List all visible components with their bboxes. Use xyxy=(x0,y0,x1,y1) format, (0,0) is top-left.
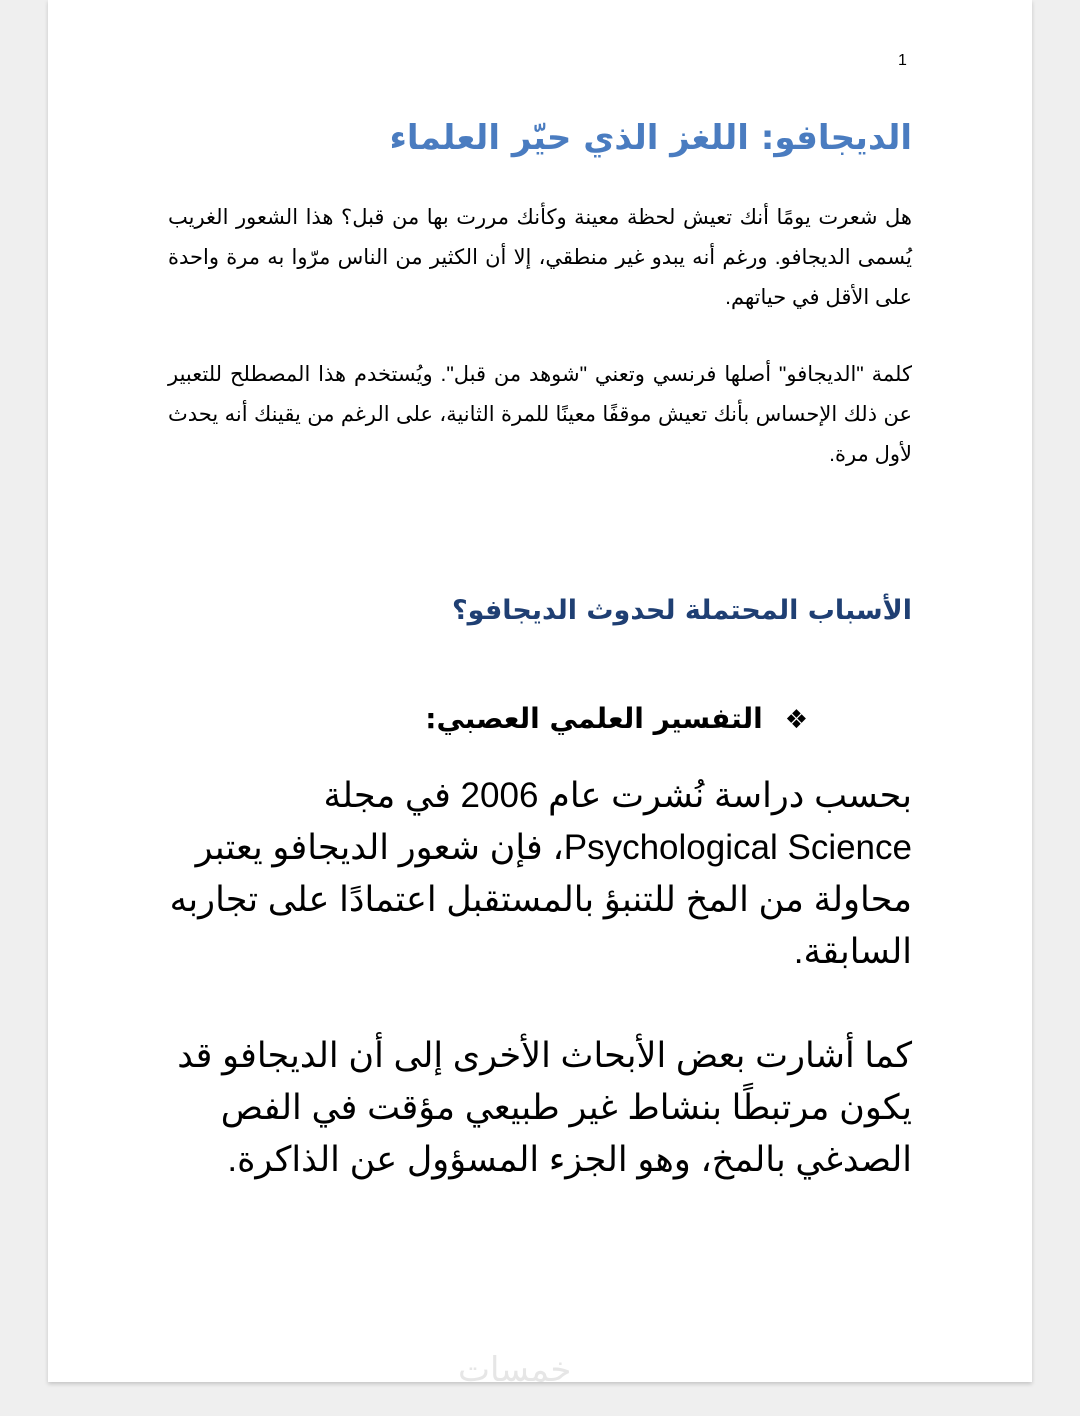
document-page xyxy=(48,0,1032,1382)
study-paragraph xyxy=(168,770,912,978)
section-heading: الأسباب المحتملة لحدوث الديجافو؟ xyxy=(452,595,912,626)
diamond-bullet-icon: ❖ xyxy=(784,705,808,735)
bullet-heading-label: التفسير العلمي العصبي: xyxy=(425,702,763,735)
journal-name: Psychological Science xyxy=(563,828,912,867)
bullet-heading xyxy=(168,696,808,743)
definition-paragraph: كلمة "الديجافو" أصلها فرنسي وتعني "شوهد من قبل". ويُستخدم هذا المصطلح للتعبير عن ذلك الإحساس بأنك تعيش موقفًا معينًا للمرة الثانية، على الرغم من يقينك أنه يحدث لأول مرة. xyxy=(168,363,912,466)
study-text-after: ، فإن شعور الديجافو يعتبر محاولة من المخ للتنبؤ بالمستقبل اعتمادًا على تجاربه السابقة. xyxy=(169,828,912,971)
intro-paragraph: هل شعرت يومًا أنك تعيش لحظة معينة وكأنك مررت بها من قبل؟ هذا الشعور الغريب يُسمى الديجافو. ورغم أنه يبدو غير منطقي، إلا أن الكثير من الناس مرّوا به مرة واحدة على الأقل في حياتهم. xyxy=(168,206,912,309)
research-paragraph: كما أشارت بعض الأبحاث الأخرى إلى أن الديجافو قد يكون مرتبطًا بنشاط غير طبيعي مؤقت في الفص الصدغي بالمخ، وهو الجزء المسؤول عن الذاكرة. xyxy=(177,1036,912,1179)
watermark-logo: خمسات xyxy=(458,1350,572,1382)
document-title: الديجافو: اللغز الذي حيّر العلماء xyxy=(389,118,912,158)
page-number: 1 xyxy=(898,52,907,69)
study-text-before: بحسب دراسة نُشرت عام 2006 في مجلة xyxy=(323,776,912,815)
